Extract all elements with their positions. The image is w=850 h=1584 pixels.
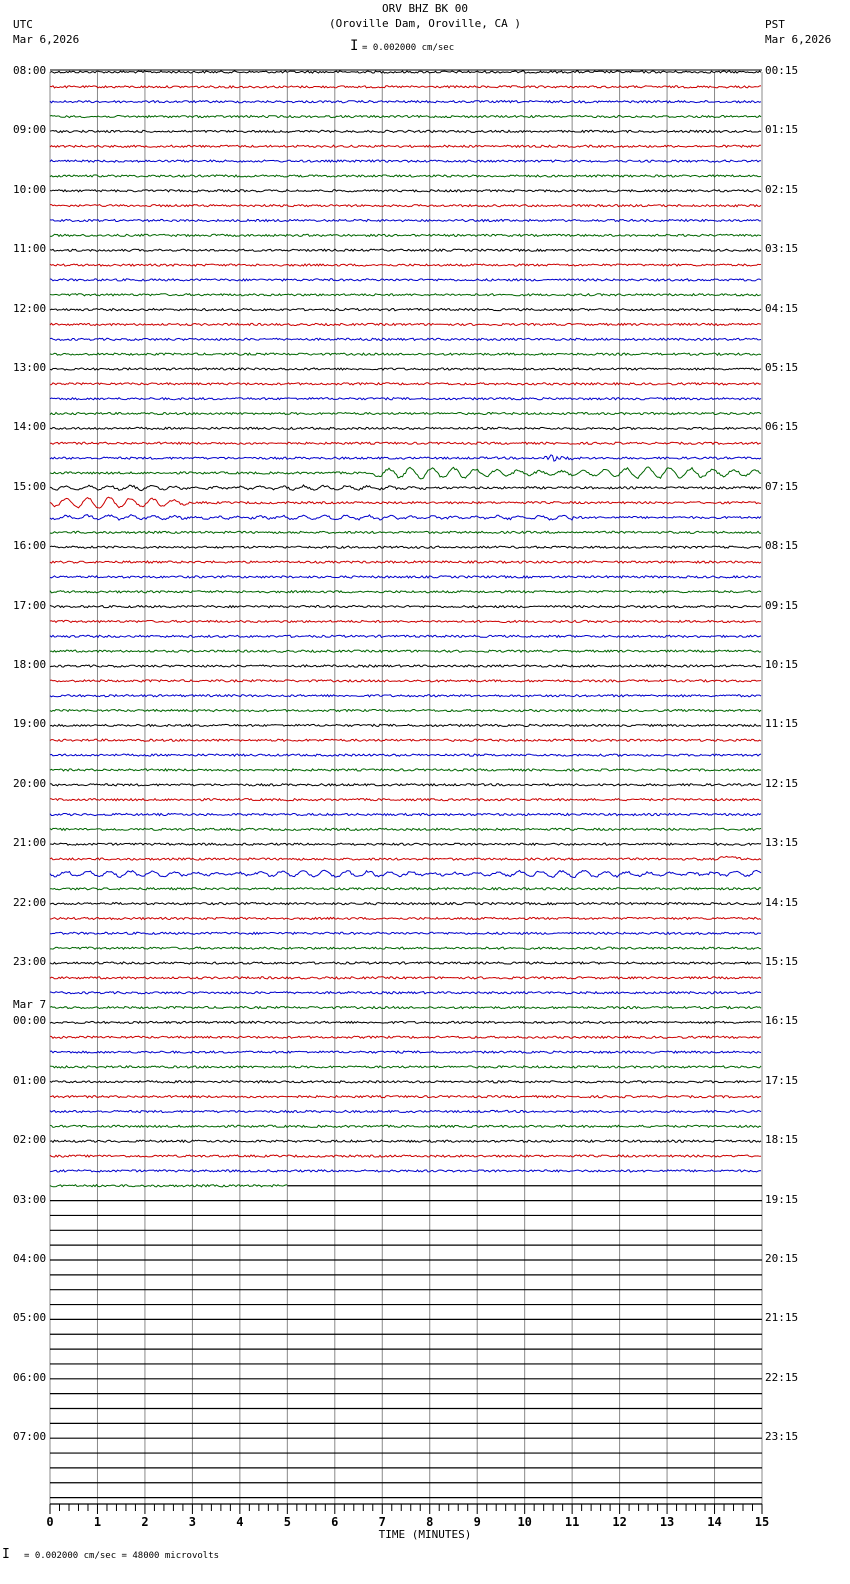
x-tick-label: 14 <box>707 1515 722 1529</box>
seismic-trace <box>50 799 761 801</box>
x-tick-label: 4 <box>236 1515 244 1529</box>
utc-hour-label: 06:00 <box>13 1370 47 1384</box>
seismic-trace <box>50 116 761 118</box>
pst-hour-label: 22:15 <box>765 1370 799 1384</box>
seismic-trace <box>50 888 761 890</box>
pst-hour-label: 23:15 <box>765 1430 799 1444</box>
seismic-trace <box>50 309 761 311</box>
seismic-trace <box>50 962 761 964</box>
x-tick-label: 12 <box>612 1515 627 1529</box>
pst-hour-label: 10:15 <box>765 658 799 671</box>
seismic-trace <box>50 576 761 578</box>
seismic-trace <box>50 992 761 994</box>
seismic-trace <box>50 413 761 415</box>
scale-label: = 0.002000 cm/sec <box>362 43 455 53</box>
pst-hour-label: 14:15 <box>765 895 799 909</box>
seismic-trace <box>50 561 761 563</box>
seismic-trace <box>50 754 761 756</box>
seismic-trace <box>50 1185 287 1187</box>
seismic-trace <box>50 383 761 385</box>
station-title: ORV BHZ BK 00 <box>381 2 469 15</box>
seismic-trace <box>50 843 761 845</box>
x-tick-label: 7 <box>378 1515 386 1529</box>
seismic-trace <box>50 205 761 207</box>
seismic-trace <box>50 323 761 325</box>
seismic-trace <box>50 130 761 132</box>
seismic-trace <box>50 485 761 491</box>
seismic-trace <box>50 977 761 979</box>
seismic-trace <box>50 903 761 905</box>
seismic-trace <box>50 1110 761 1112</box>
seismic-trace <box>50 353 761 355</box>
seismic-trace <box>50 724 761 726</box>
seismic-trace <box>50 531 761 533</box>
utc-hour-label: 18:00 <box>13 658 47 671</box>
utc-hour-label: 22:00 <box>13 895 47 909</box>
seismic-trace <box>50 813 761 815</box>
seismic-trace <box>50 769 761 771</box>
pst-hour-label: 01:15 <box>765 123 799 137</box>
utc-hour-label: 12:00 <box>13 301 47 315</box>
seismic-trace <box>50 856 761 860</box>
pst-hour-label: 12:15 <box>765 776 799 790</box>
seismic-trace <box>50 190 761 192</box>
seismic-trace <box>50 650 761 652</box>
utc-hour-label: 15:00 <box>13 479 47 493</box>
utc-hour-label: 21:00 <box>13 836 47 850</box>
seismic-trace <box>50 294 761 296</box>
utc-hour-label: 19:00 <box>13 717 47 731</box>
seismic-trace <box>50 1140 761 1142</box>
seismic-trace <box>50 606 761 608</box>
seismic-trace <box>50 279 761 281</box>
seismic-trace <box>50 497 761 508</box>
seismic-trace <box>50 234 761 236</box>
pst-hour-label: 15:15 <box>765 955 799 968</box>
seismic-trace <box>50 635 761 637</box>
seismic-trace <box>50 467 761 479</box>
seismic-trace <box>50 620 761 622</box>
x-tick-label: 2 <box>141 1515 149 1529</box>
seismic-trace <box>50 1155 761 1157</box>
seismic-trace <box>50 739 761 741</box>
seismic-trace <box>50 455 761 461</box>
seismic-trace <box>50 947 761 949</box>
seismic-trace <box>50 591 761 593</box>
seismic-trace <box>50 917 761 919</box>
pst-hour-label: 06:15 <box>765 420 799 434</box>
x-tick-label: 5 <box>283 1515 291 1529</box>
x-tick-label: 11 <box>564 1515 580 1529</box>
seismic-trace <box>50 1051 761 1053</box>
seismic-trace <box>50 1036 761 1038</box>
left-date: Mar 6,2026 <box>13 33 80 46</box>
station-subtitle: (Oroville Dam, Oroville, CA ) <box>328 17 522 30</box>
seismic-trace <box>50 1066 761 1068</box>
pst-hour-label: 18:15 <box>765 1133 799 1147</box>
utc-hour-label: 13:00 <box>13 361 47 374</box>
seismic-trace <box>50 101 761 103</box>
seismic-trace <box>50 219 761 221</box>
pst-hour-label: 03:15 <box>765 242 799 256</box>
utc-hour-label: 20:00 <box>13 776 47 790</box>
utc-hour-label: 02:00 <box>13 1133 47 1147</box>
utc-hour-label: 01:00 <box>13 1073 47 1087</box>
seismic-trace <box>50 368 761 370</box>
seismic-trace <box>50 784 761 786</box>
utc-hour-label: 23:00 <box>13 955 47 968</box>
pst-hour-label: 11:15 <box>765 717 799 731</box>
utc-hour-label: 10:00 <box>13 182 47 196</box>
x-tick-label: 6 <box>331 1515 339 1529</box>
utc-hour-label: 16:00 <box>13 539 47 553</box>
pst-hour-label: 08:15 <box>765 539 799 553</box>
seismic-trace <box>50 442 761 444</box>
utc-hour-label: 08:00 <box>13 64 47 77</box>
pst-hour-label: 20:15 <box>765 1252 799 1265</box>
pst-hour-label: 21:15 <box>765 1311 799 1325</box>
utc-hour-label: 11:00 <box>13 242 47 256</box>
date-change-label: Mar 7 <box>13 998 47 1012</box>
seismic-trace <box>50 546 761 548</box>
pst-hour-label: 19:15 <box>765 1192 799 1206</box>
x-tick-label: 8 <box>426 1515 434 1529</box>
right-timezone: PST <box>765 18 785 31</box>
seismic-trace <box>50 427 761 429</box>
utc-hour-label: 05:00 <box>13 1311 47 1325</box>
seismic-trace <box>50 160 761 162</box>
seismic-trace <box>50 175 761 177</box>
right-date: Mar 6,2026 <box>765 33 832 46</box>
seismic-trace <box>50 515 761 521</box>
pst-hour-label: 17:15 <box>765 1073 799 1087</box>
seismic-trace <box>50 710 761 712</box>
utc-hour-label: 04:00 <box>13 1252 47 1265</box>
seismic-trace <box>50 1081 761 1083</box>
seismic-trace <box>50 680 761 682</box>
left-timezone: UTC <box>13 18 33 31</box>
footer-scale-label: = 0.002000 cm/sec = 48000 microvolts <box>24 1551 220 1561</box>
x-tick-label: 15 <box>754 1515 770 1529</box>
seismic-trace <box>50 249 761 251</box>
seismic-trace <box>50 86 761 88</box>
x-tick-label: 3 <box>188 1515 197 1529</box>
seismic-trace <box>50 1021 761 1023</box>
pst-hour-label: 16:15 <box>765 1014 799 1028</box>
utc-hour-label: 03:00 <box>13 1192 47 1206</box>
utc-hour-label: 00:00 <box>13 1014 47 1028</box>
seismic-trace <box>50 665 761 667</box>
x-tick-label: 0 <box>46 1515 54 1529</box>
seismic-trace <box>50 1170 761 1172</box>
seismic-trace <box>50 264 761 266</box>
seismic-trace <box>50 1125 761 1127</box>
x-tick-label: 10 <box>517 1515 532 1529</box>
pst-hour-label: 00:15 <box>765 64 799 77</box>
pst-hour-label: 02:15 <box>765 182 799 196</box>
utc-hour-label: 09:00 <box>13 123 47 137</box>
x-tick-label: 1 <box>93 1515 102 1529</box>
seismic-trace <box>50 338 761 340</box>
x-tick-label: 13 <box>659 1515 675 1529</box>
seismic-trace <box>50 1007 761 1009</box>
footer-scale-bar-icon: I <box>2 1547 10 1562</box>
pst-hour-label: 13:15 <box>765 836 799 850</box>
seismic-trace <box>50 828 761 830</box>
pst-hour-label: 07:15 <box>765 479 799 493</box>
utc-hour-label: 14:00 <box>13 420 47 434</box>
seismic-trace <box>50 145 761 147</box>
seismic-trace <box>50 1096 761 1098</box>
utc-hour-label: 07:00 <box>13 1430 47 1444</box>
pst-hour-label: 05:15 <box>765 361 799 374</box>
pst-hour-label: 09:15 <box>765 598 799 612</box>
scale-bar-icon: I <box>350 38 359 54</box>
x-tick-label: 9 <box>473 1515 481 1529</box>
utc-hour-label: 17:00 <box>13 598 47 612</box>
seismic-trace <box>50 398 761 400</box>
x-axis-label: TIME (MINUTES) <box>378 1528 472 1541</box>
seismic-trace <box>50 695 761 697</box>
seismic-trace <box>50 932 761 934</box>
seismic-trace <box>50 870 761 877</box>
pst-hour-label: 04:15 <box>765 301 799 315</box>
seismic-trace <box>50 71 761 73</box>
